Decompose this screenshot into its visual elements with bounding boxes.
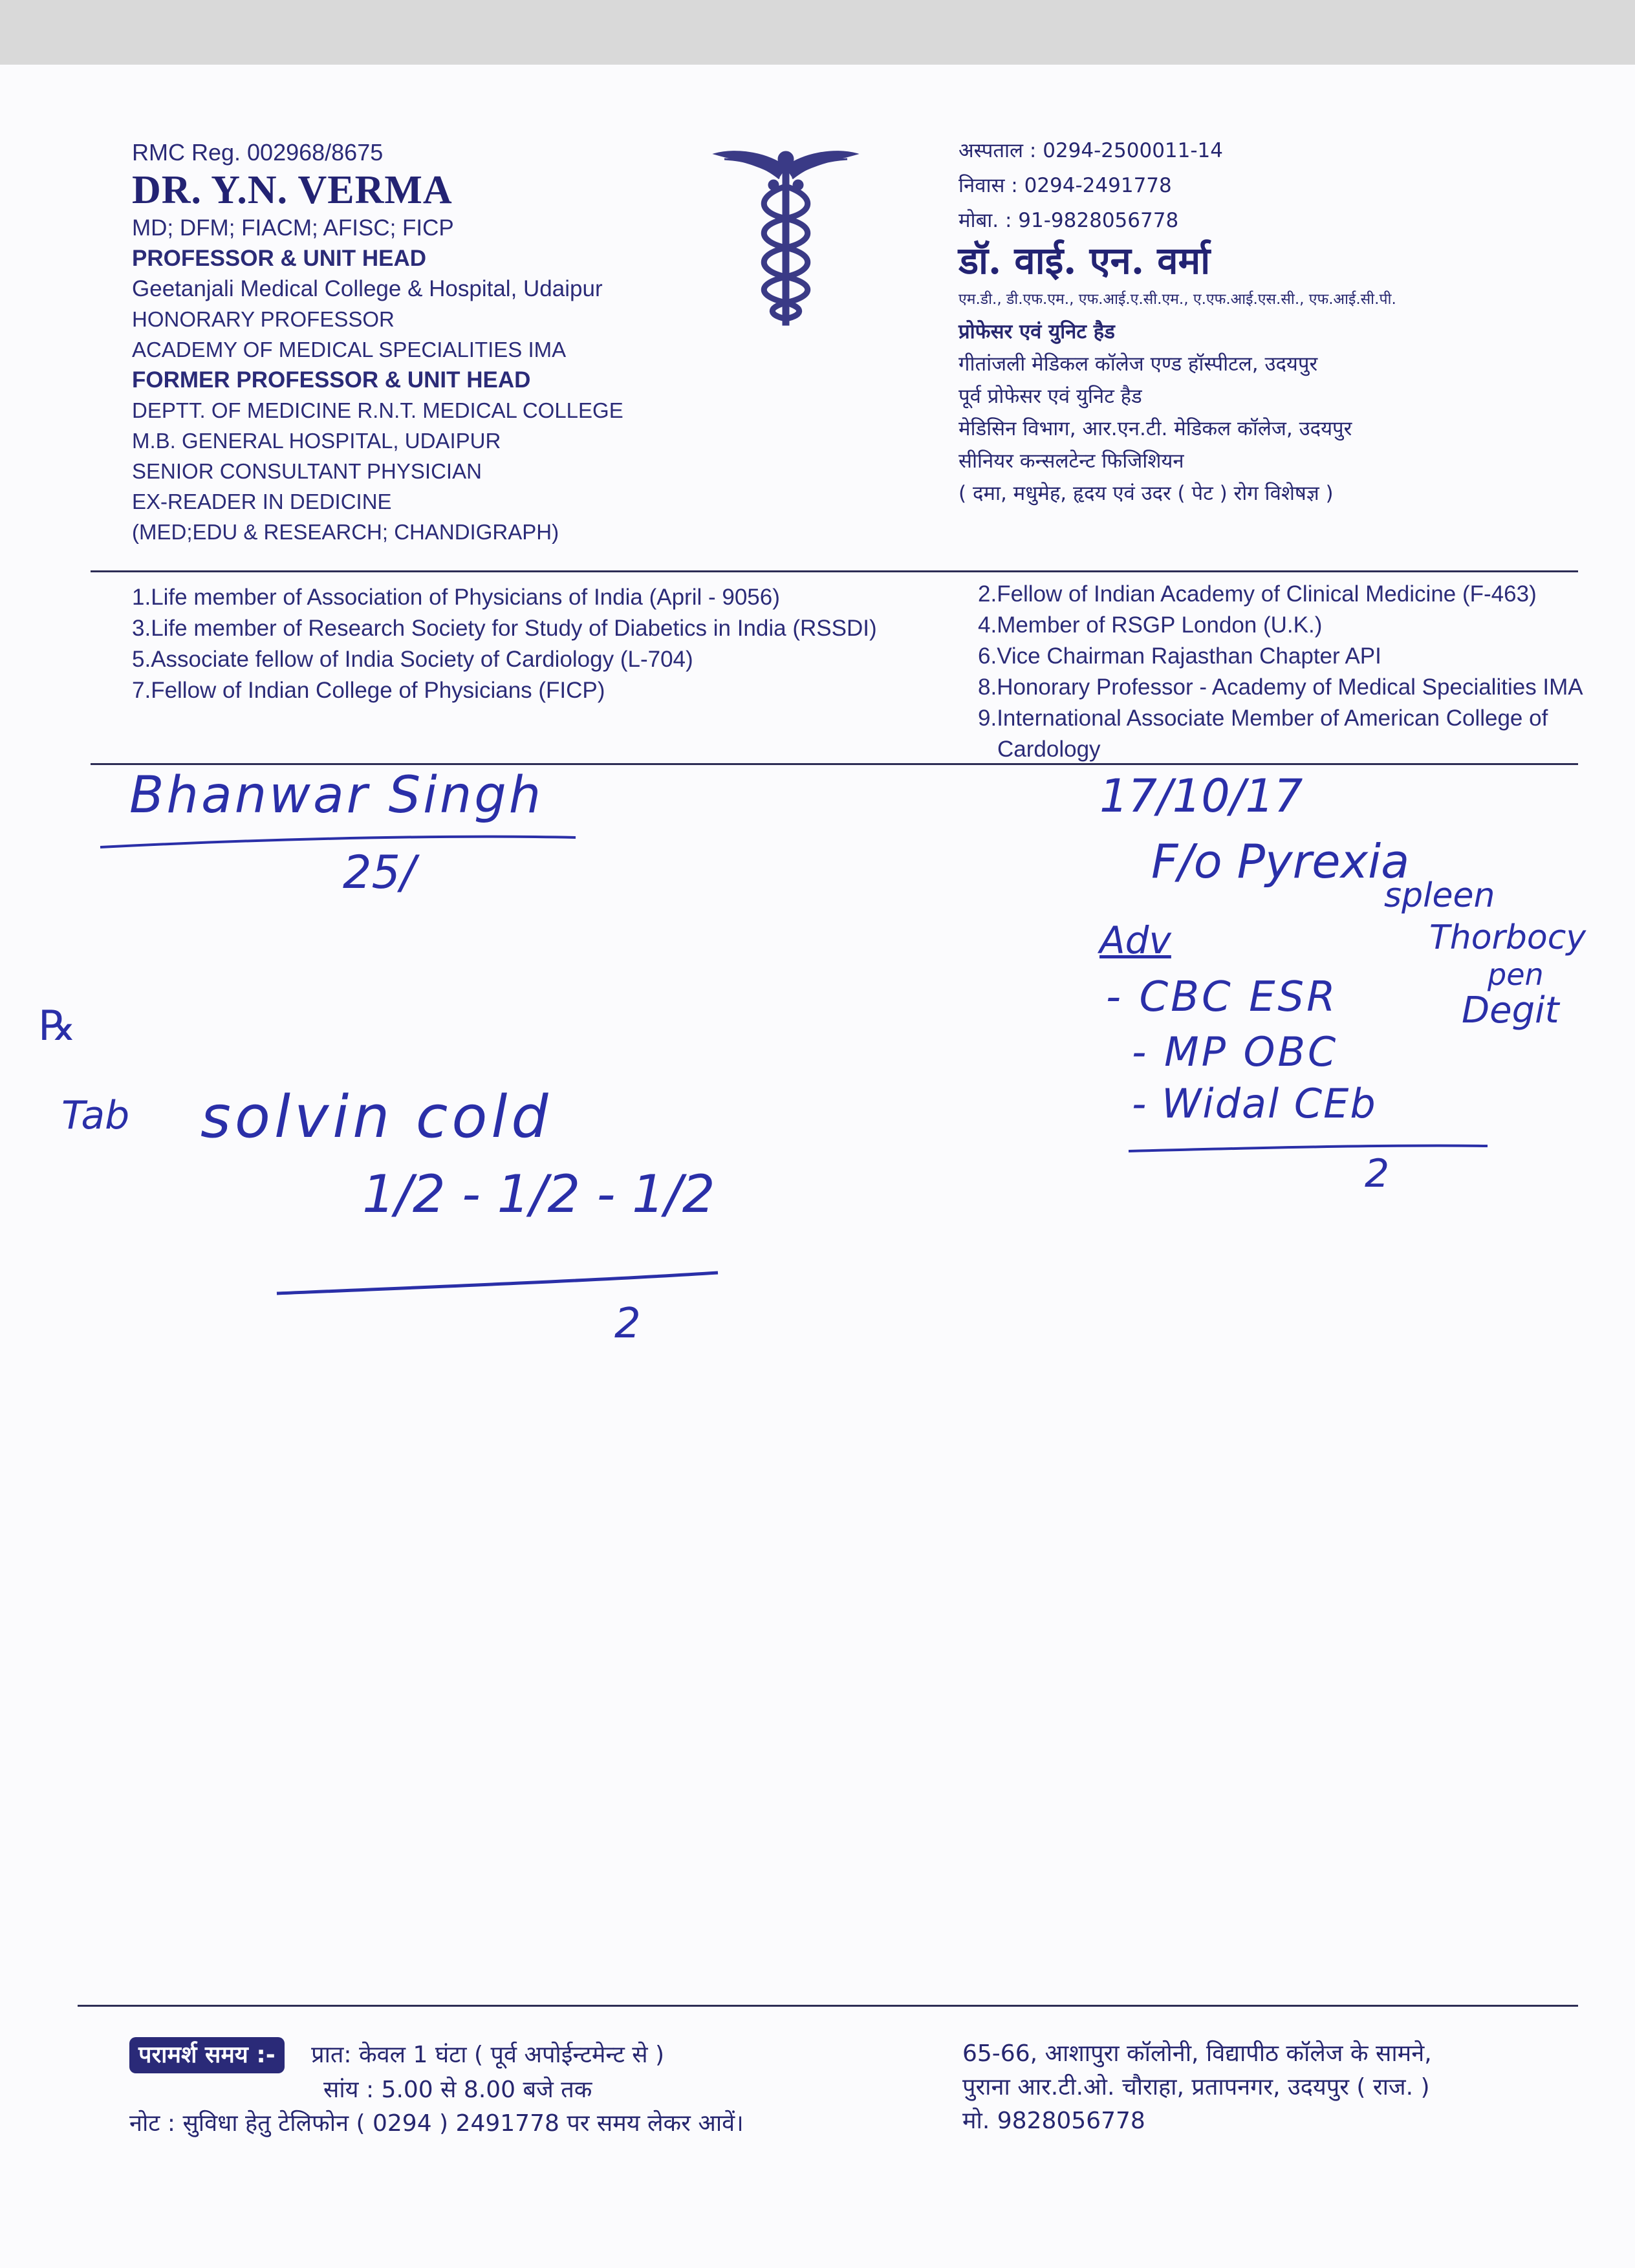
drug-form: Tab	[61, 1093, 130, 1138]
test-mp-obc: - MP OBC	[1132, 1028, 1339, 1075]
prescription-sheet	[0, 65, 1635, 2268]
consultation-time-badge: परामर्श समय :-	[129, 2037, 285, 2073]
specialty-hindi: ( दमा, मधुमेह, हृदय एवं उदर ( पेट ) रोग विशेषज्ञ )	[958, 482, 1334, 505]
department-hindi: मेडिसिन विभाग, आर.एन.टी. मेडिकल कॉलेज, उदयपुर	[958, 417, 1352, 440]
address-line-2: पुराना आर.टी.ओ. चौराहा, प्रतापनगर, उदयपुर ( राज. )	[962, 2074, 1430, 2101]
drug-days: 2	[614, 1300, 641, 1348]
test-widal: - Widal CEb	[1132, 1080, 1377, 1127]
membership-item: 7.Fellow of Indian College of Physicians (FICP)	[132, 678, 605, 703]
finding-pen: pen	[1488, 957, 1544, 992]
finding-spleen: spleen	[1384, 876, 1495, 915]
membership-item: Cardology	[997, 737, 1101, 762]
consultant-hindi: सीनियर कन्सलटेन्ट फिजिशियन	[958, 449, 1184, 473]
former-hospital: M.B. GENERAL HOSPITAL, UDAIPUR	[132, 429, 501, 453]
membership-item: 9.International Associate Member of American College of	[978, 706, 1548, 731]
finding-thrombocy: Thorbocy	[1429, 918, 1586, 957]
honorary-title: HONORARY PROFESSOR	[132, 307, 395, 331]
reader-details: (MED;EDU & RESEARCH; CHANDIGRAPH)	[132, 520, 559, 544]
drug-name: solvin cold	[200, 1083, 552, 1151]
drug-underline	[272, 1268, 724, 1300]
consultant-title: SENIOR CONSULTANT PHYSICIAN	[132, 459, 482, 483]
rx-symbol: ℞	[39, 1002, 76, 1050]
test-cbc-esr: - CBC ESR	[1106, 973, 1338, 1021]
memberships-divider	[91, 763, 1578, 765]
patient-name: Bhanwar Singh	[129, 766, 544, 825]
patient-age: 25/	[343, 846, 416, 899]
header-left	[132, 137, 623, 547]
current-title: PROFESSOR & UNIT HEAD	[132, 246, 427, 271]
footer-divider	[78, 2005, 1578, 2007]
address-line-1: 65-66, आशापुरा कॉलोनी, विद्यापीठ कॉलेज के सामने,	[962, 2040, 1432, 2067]
former-department: DEPTT. OF MEDICINE R.N.T. MEDICAL COLLEGE	[132, 398, 623, 422]
page-mark: 2	[1365, 1151, 1390, 1196]
membership-item: 6.Vice Chairman Rajasthan Chapter API	[978, 643, 1381, 669]
header-divider	[91, 570, 1578, 572]
header-right	[958, 133, 1396, 510]
footer-right	[962, 2037, 1432, 2138]
former-title: FORMER PROFESSOR & UNIT HEAD	[132, 367, 531, 393]
honorary-academy: ACADEMY OF MEDICAL SPECIALITIES IMA	[132, 338, 567, 362]
finding-degit: Degit	[1462, 989, 1559, 1031]
advice-label: Adv	[1099, 918, 1171, 962]
membership-item: 1.Life member of Association of Physicians of India (April - 9056)	[132, 585, 780, 610]
footer-mobile: मो. 9828056778	[962, 2108, 1145, 2134]
membership-item: 2.Fellow of Indian Academy of Clinical Medicine (F-463)	[978, 581, 1537, 607]
degrees-hindi: एम.डी., डी.एफ.एम., एफ.आई.ए.सी.एम., ए.एफ.आई.एस.सी., एफ.आई.सी.पी.	[958, 291, 1396, 308]
current-college: Geetanjali Medical College & Hospital, Udaipur	[132, 276, 603, 301]
former-title-hindi: पूर्व प्रोफेसर एवं युनिट हैड	[958, 385, 1142, 408]
caduceus-icon	[711, 141, 860, 335]
doctor-name: DR. Y.N. VERMA	[132, 168, 453, 212]
appointment-note: नोट : सुविधा हेतु टेलिफोन ( 0294 ) 2491778 पर समय लेकर आवें।	[129, 2110, 744, 2137]
doctor-degrees: MD; DFM; FIACM; AFISC; FICP	[132, 215, 454, 241]
tests-underline	[1125, 1138, 1494, 1158]
evening-hours: सांय : 5.00 से 8.00 बजे तक	[323, 2077, 592, 2103]
memberships-right	[978, 579, 1583, 765]
complaint: F/o Pyrexia	[1151, 834, 1410, 889]
hospital-phone: अस्पताल : 0294-2500011-14	[958, 139, 1223, 162]
college-hindi: गीतांजली मेडिकल कॉलेज एण्ड हॉस्पीटल, उदयपुर	[958, 352, 1318, 376]
footer-left	[129, 2037, 744, 2141]
morning-hours: प्रात: केवल 1 घंटा ( पूर्व अपोईन्टमेन्ट से )	[311, 2042, 665, 2068]
reader-title: EX-READER IN DEDICINE	[132, 490, 392, 513]
drug-dose: 1/2 - 1/2 - 1/2	[362, 1164, 715, 1224]
memberships-left	[132, 582, 877, 706]
registration-number: RMC Reg. 002968/8675	[132, 139, 384, 166]
doctor-name-hindi: डॉ. वाई. एन. वर्मा	[958, 239, 1211, 283]
membership-item: 5.Associate fellow of India Society of Cardiology (L-704)	[132, 647, 693, 672]
home-phone: निवास : 0294-2491778	[958, 174, 1172, 197]
mobile-phone: मोबा. : 91-9828056778	[958, 209, 1179, 232]
visit-date: 17/10/17	[1099, 770, 1303, 823]
membership-item: 4.Member of RSGP London (U.K.)	[978, 612, 1323, 638]
current-title-hindi: प्रोफेसर एवं युनिट हैड	[958, 320, 1115, 343]
membership-item: 8.Honorary Professor - Academy of Medical Specialities IMA	[978, 675, 1583, 700]
membership-item: 3.Life member of Research Society for Study of Diabetics in India (RSSDI)	[132, 616, 877, 641]
